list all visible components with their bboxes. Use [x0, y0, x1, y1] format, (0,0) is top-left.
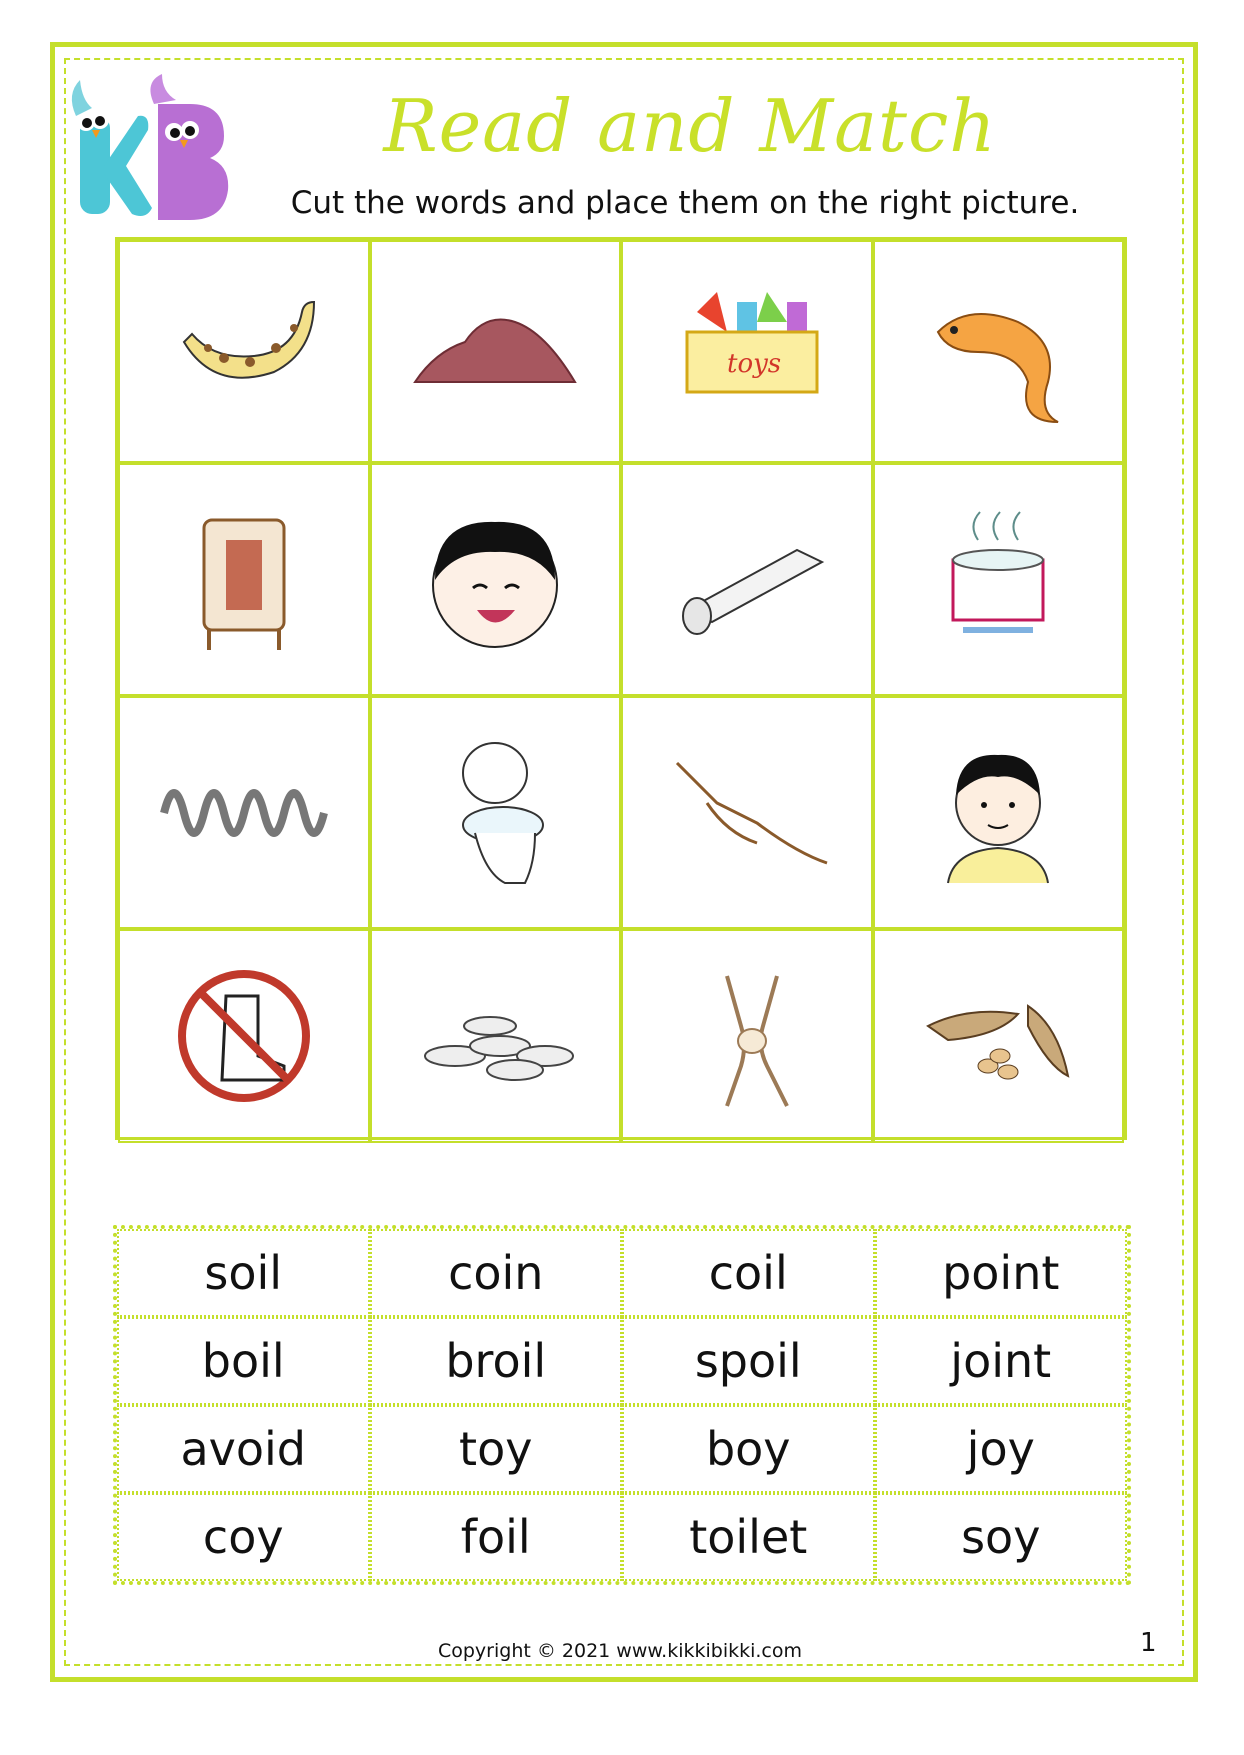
toilet-icon — [405, 733, 585, 893]
toys-icon — [657, 272, 837, 432]
picture-grid — [115, 237, 1127, 1140]
picture-cell — [621, 696, 873, 929]
picture-cell — [370, 696, 622, 929]
word-card[interactable]: toilet — [622, 1493, 875, 1581]
word-card[interactable]: broil — [370, 1317, 623, 1405]
picture-cell — [873, 240, 1125, 463]
avoid-boot-icon — [154, 956, 334, 1116]
picture-cell — [621, 240, 873, 463]
picture-cell — [370, 463, 622, 696]
word-card[interactable]: coil — [622, 1229, 875, 1317]
picture-cell — [873, 696, 1125, 929]
pointing-hand-icon — [657, 733, 837, 893]
picture-cell — [118, 696, 370, 929]
word-card[interactable]: coy — [117, 1493, 370, 1581]
svg-text:toys: toys — [726, 348, 781, 379]
knee-joint-icon — [657, 956, 837, 1116]
picture-cell — [873, 463, 1125, 696]
picture-cell — [873, 929, 1125, 1143]
picture-cell — [370, 929, 622, 1143]
word-card[interactable]: coin — [370, 1229, 623, 1317]
joy-face-icon — [405, 500, 585, 660]
banana-icon — [154, 272, 334, 432]
picture-cell — [370, 240, 622, 463]
picture-cell — [621, 929, 873, 1143]
word-card[interactable]: soil — [117, 1229, 370, 1317]
word-card[interactable]: foil — [370, 1493, 623, 1581]
word-card[interactable]: soy — [875, 1493, 1128, 1581]
word-card[interactable]: boil — [117, 1317, 370, 1405]
word-card[interactable]: point — [875, 1229, 1128, 1317]
boy-icon — [908, 733, 1088, 893]
page-title: Read and Match — [383, 84, 997, 168]
word-card[interactable]: toy — [370, 1405, 623, 1493]
word-card[interactable]: avoid — [117, 1405, 370, 1493]
kb-logo-icon — [66, 74, 244, 224]
word-card[interactable]: joy — [875, 1405, 1128, 1493]
coins-icon — [405, 956, 585, 1116]
broiler-icon — [154, 500, 334, 660]
coil-icon — [154, 733, 334, 893]
word-card[interactable]: spoil — [622, 1317, 875, 1405]
picture-cell — [621, 463, 873, 696]
foil-roll-icon — [657, 500, 837, 660]
picture-cell — [118, 929, 370, 1143]
word-card[interactable]: boy — [622, 1405, 875, 1493]
soil-icon — [405, 272, 585, 432]
picture-cell — [118, 463, 370, 696]
word-cutouts — [113, 1225, 1131, 1585]
instructions: Cut the words and place them on the right picture. — [290, 185, 1080, 221]
page-number: 1 — [1140, 1628, 1157, 1658]
word-card[interactable]: joint — [875, 1317, 1128, 1405]
koi-fish-icon — [908, 272, 1088, 432]
picture-cell — [118, 240, 370, 463]
copyright: Copyright © 2021 www.kikkibikki.com — [437, 1640, 803, 1662]
boiling-pot-icon — [908, 500, 1088, 660]
soybean-icon — [908, 956, 1088, 1116]
